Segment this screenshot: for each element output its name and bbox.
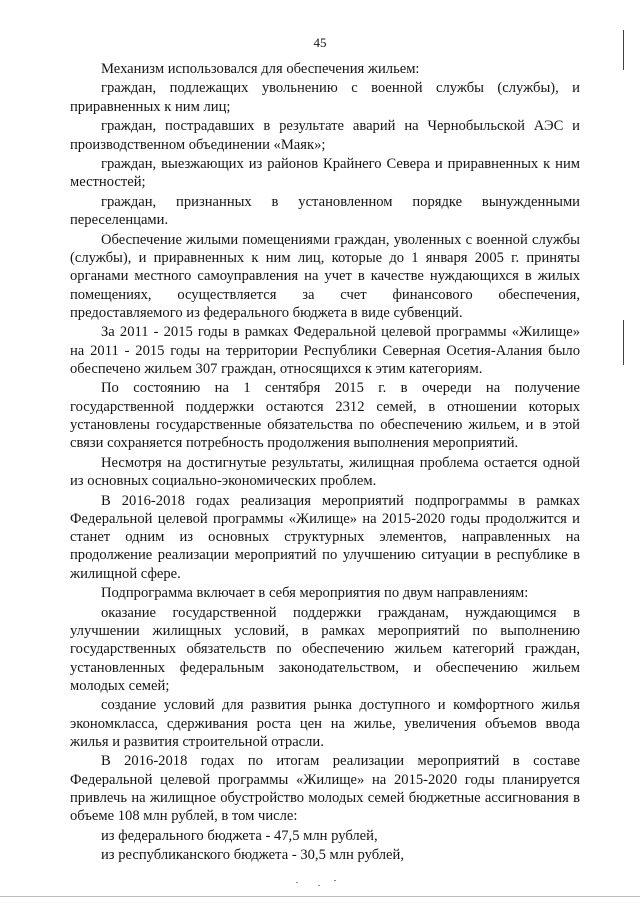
list-item-federal-budget: из федерального бюджета - 47,5 млн рублей, [101,827,378,844]
paragraph-housing-problem: Несмотря на достигнутые результаты, жилищная проблема остается одной из основных социально-экономических проблем. [70,454,580,490]
scan-edge-mark [623,320,624,365]
list-item-state-support: оказание государственной поддержки гражданам, нуждающимся в улучшении жилищных условий, в рамках мероприятий по выполнению государственных обязательств по обеспечению жильем категорий граждан, установленных федеральным законодательством, и обеспечению жильем молодых семей; [70,604,580,694]
paragraph-budget-allocations: В 2016-2018 годах по итогам реализации мероприятий в составе Федеральной целевой программы «Жилище» на 2015-2020 годы планируется привлечь на жилищное обустройство молодых семей бюджетные ассигнования в объеме 108 млн рублей, в том числе: [70,753,580,825]
list-item-military: граждан, подлежащих увольнению с военной службы (службы), и приравненных к ним лиц; [70,80,580,115]
scan-specks [290,880,350,888]
list-item-forced-migrants: граждан, признанных в установленном порядке вынужденными переселенцами. [70,193,580,229]
paragraph-queue-status: По состоянию на 1 сентября 2015 г. в очереди на получение государственной поддержки остаются 2312 семей, в отношении которых установлены государственные обязательства по обеспечению жильем, и в этой связи сохраняется потребность продолжения выполнения мероприятий. [70,380,580,452]
paragraph-mechanism-intro: Механизм использовался для обеспечения жильем: [101,61,420,77]
paragraph-housing-provision: Обеспечение жилыми помещениями граждан, уволенных с военной службы (службы), и приравненных к ним лиц, которые до 1 января 2005 г. приняты органами местного самоуправления на учет в качестве нуждающихся в жилых помещениях, осуществляется за счет финансового обеспечения, предоставляемого из федерального бюджета в виде субвенций. [70,231,580,321]
list-item-chernobyl: граждан, пострадавших в результате аварий на Чернобыльской АЭС и производственном объединении «Маяк»; [70,118,580,153]
scan-bottom-rule [0,896,640,897]
scan-edge-mark [623,30,624,70]
list-item-market-development: создание условий для развития рынка доступного и комфортного жилья экономкласса, сдерживания роста цен на жилье, увеличения объемов ввода жилья и развития строительной отрасли. [70,697,580,750]
document-body [70,60,580,866]
list-item-far-north: граждан, выезжающих из районов Крайнего Севера и приравненных к ним местностей; [70,156,580,191]
paragraph-2016-2018-implementation: В 2016-2018 годах реализация мероприятий подпрограммы в рамках Федеральной целевой программы «Жилище» на 2015-2020 годы продолжится и станет одним из основных структурных элементов, направленных на продолжение реализации мероприятий по улучшению ситуации в республике в жилищной сфере. [70,492,580,582]
list-item-republic-budget: из республиканского бюджета - 30,5 млн рублей, [101,847,404,864]
paragraph-directions-intro: Подпрограмма включает в себя мероприятия по двум направлениям: [101,585,529,602]
paragraph-2011-2015-results: За 2011 - 2015 годы в рамках Федеральной целевой программы «Жилище» на 2011 - 2015 годы на территории Республики Северная Осетия-Алания было обеспечено жильем 307 граждан, относящихся к этим категориям. [70,324,580,377]
page-number: 45 [313,35,327,50]
